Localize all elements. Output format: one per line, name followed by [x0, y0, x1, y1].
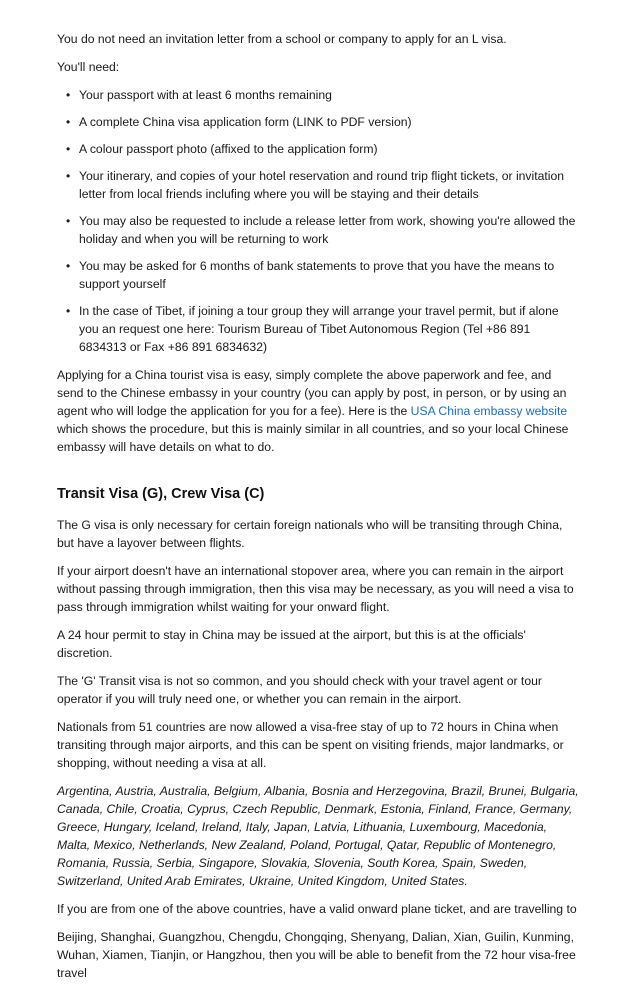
list-item: • Your itinerary, and copies of your hotel reservation and round trip flight tickets, or invitation letter from local friends inclufing where you will be staying and their details — [79, 167, 581, 203]
applying-paragraph — [57, 366, 581, 456]
list-item: • You may be asked for 6 months of bank statements to prove that you have the means to support yourself — [79, 257, 581, 293]
transit-paragraph: The 'G' Transit visa is not so common, and you should check with your travel agent or tour operator if you will truly need one, or whether you can remain in the airport. — [57, 674, 542, 706]
transit-paragraph: Nationals from 51 countries are now allowed a visa-free stay of up to 72 hours in China when transiting through major airports, and this can be spent on visiting friends, major landmarks, or shopping, without needing a visa at all. — [57, 720, 564, 770]
list-item: • A colour passport photo (affixed to the application form) — [79, 140, 581, 158]
list-item: • A complete China visa application form (LINK to PDF version) — [79, 113, 581, 131]
transit-paragraph: If you are from one of the above countries, have a valid onward plane ticket, and are travelling to — [57, 902, 577, 916]
applying-text-start: Applying for a China tourist visa is easy, simply complete the above paperwork and fee, and send to the Chinese embassy in your country (you can apply by post, in person, or by using an agent who will lodge the application for you for a fee). Here is the — [57, 368, 567, 418]
list-item: • Your passport with at least 6 months remaining — [79, 86, 581, 104]
countries-list: Argentina, Austria, Australia, Belgium, Albania, Bosnia and Herzegovina, Brazil, Brunei, Bulgaria, Canada, Chile, Croatia, Cyprus, Czech Republic, Denmark, Estonia, Finland, France, Germany, Greece, Hungary, Iceland, Ireland, Italy, Japan, Latvia, Lithuania, Luxembourg, Macedonia, Malta, Mexico, Netherlands, New Zealand, Poland, Portugal, Qatar, Republic of Montenegro, Romania, Russia, Serbia, Singapore, Slovakia, Slovenia, South Korea, Spain, Sweden, Switzerland, United Arab Emirates, Ukraine, United Kingdom, United States. — [57, 784, 579, 888]
applying-text-end: which shows the procedure, but this is mainly similar in all countries, and so your local Chinese embassy will have details on what to do. — [57, 422, 569, 454]
document-page — [57, 30, 581, 992]
list-item: • In the case of Tibet, if joining a tour group they will arrange your travel permit, but if alone you an request one here: Tourism Bureau of Tibet Autonomous Region (Tel +86 891 6834313 or Fax +86 891 6834632) — [79, 302, 581, 356]
transit-paragraph: The G visa is only necessary for certain foreign nationals who will be transiting through China, but have a layover between flights. — [57, 518, 563, 550]
transit-paragraph: Beijing, Shanghai, Guangzhou, Chengdu, Chongqing, Shenyang, Dalian, Xian, Guilin, Kunming, Wuhan, Xiamen, Tianjin, or Hangzhou, then you will be able to benefit from the 72 hour visa-free travel — [57, 930, 576, 980]
transit-paragraph: If your airport doesn't have an international stopover area, where you can remain in the airport without passing through immigration, then this visa may be necessary, as you will need a visa to pass through immigration whilst waiting for your onward flight. — [57, 564, 574, 614]
embassy-website-link[interactable]: USA China embassy website — [410, 404, 568, 418]
transit-heading: Transit Visa (G), Crew Visa (C) — [57, 486, 265, 502]
transit-paragraph: A 24 hour permit to stay in China may be issued at the airport, but this is at the officials' discretion. — [57, 628, 526, 660]
intro-paragraph: You do not need an invitation letter from a school or company to apply for an L visa. — [57, 32, 507, 46]
list-item: • You may also be requested to include a release letter from work, showing you're allowed the holiday and when you will be returning to work — [79, 212, 581, 248]
requirements-intro: You'll need: — [57, 60, 120, 74]
requirements-list — [57, 86, 581, 356]
